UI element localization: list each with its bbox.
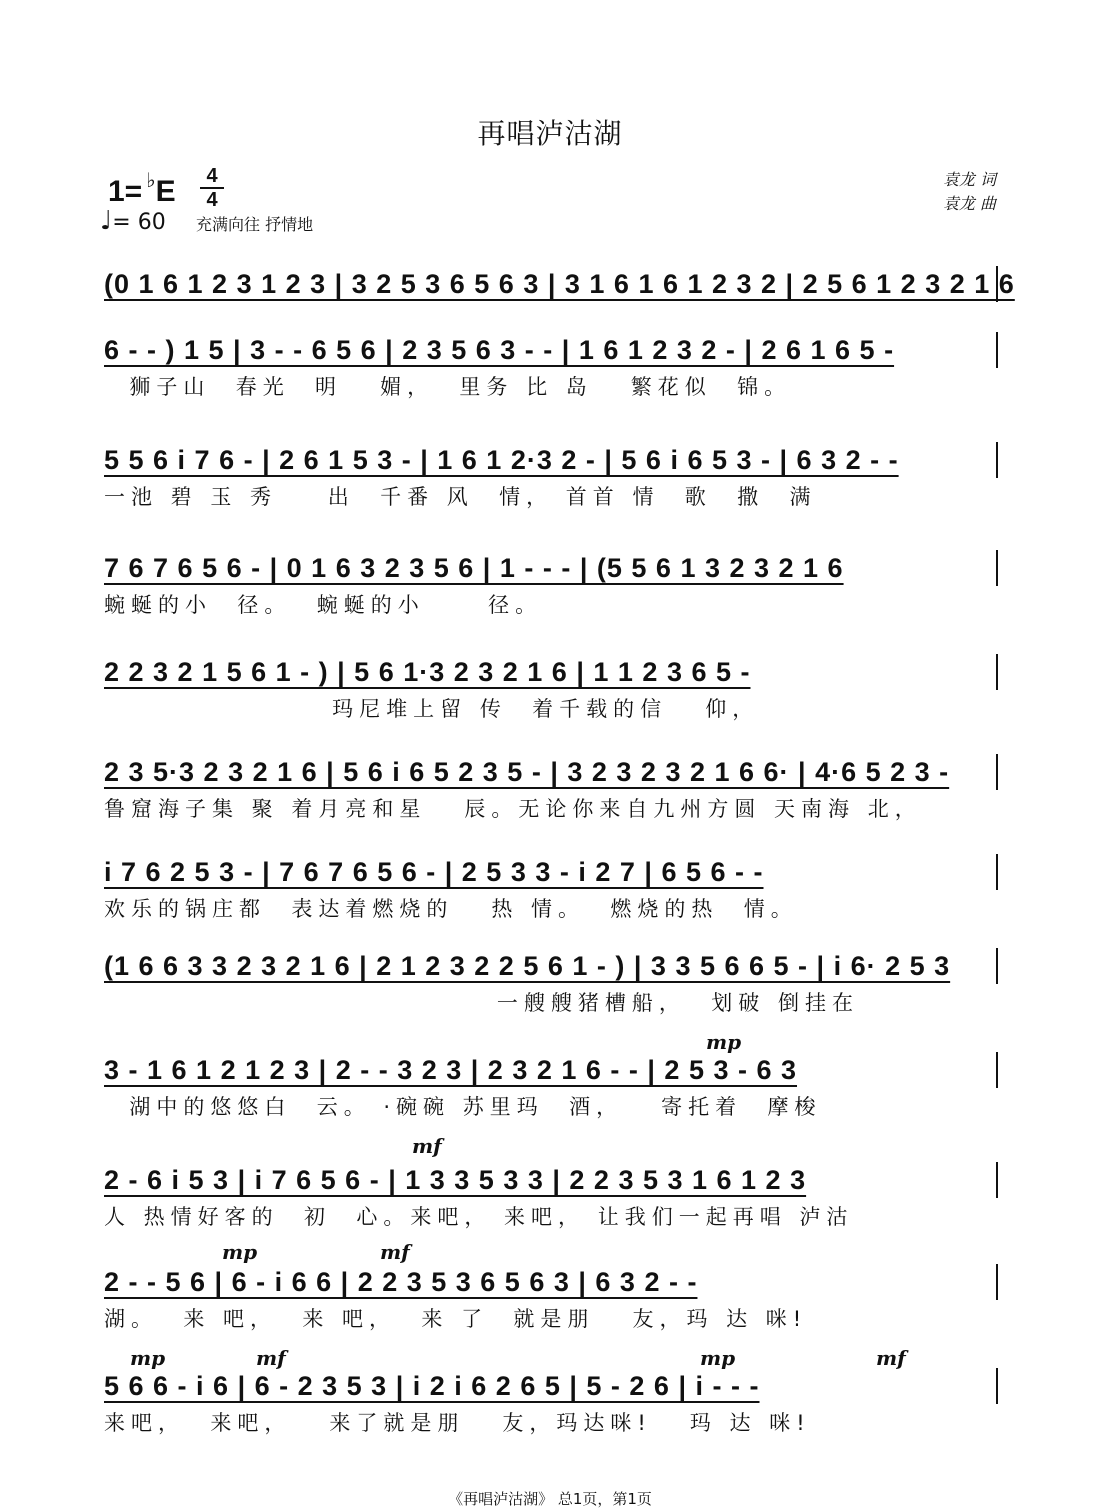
music-system-10 bbox=[104, 1160, 996, 1234]
lyrics-line: 一艘艘猪槽船， 划破 倒挂在 bbox=[104, 991, 859, 1015]
song-title: 再唱泸沽湖 bbox=[477, 117, 623, 150]
time-signature bbox=[200, 166, 224, 210]
music-system-6 bbox=[104, 752, 996, 826]
music-system-5 bbox=[104, 652, 996, 726]
composer-credit: 袁龙 曲 bbox=[942, 194, 996, 213]
music-system-8 bbox=[104, 946, 996, 1020]
music-system-11 bbox=[104, 1262, 996, 1336]
music-system-1 bbox=[104, 264, 1015, 338]
meter-top: 4 bbox=[206, 165, 218, 187]
lyrics-line: 人 热情好客的 初 心。来吧， 来吧， 让我们一起再唱 泸沽 bbox=[104, 1205, 854, 1229]
lyrics-line: 狮子山 春光 明 媚， 里务 比 岛 繁花似 锦。 bbox=[104, 375, 792, 399]
music-system-9 bbox=[104, 1050, 996, 1124]
page-footer: 《再唱泸沽湖》 总1页，第1页 bbox=[448, 1490, 652, 1508]
dynamic-marking: mp bbox=[700, 1346, 736, 1370]
notation-line: 2 3 5·3 2 3 2 1 6 | 5 6 i 6 5 2 3 5 - | 3 2 3 2 3 2 1 6 6· | 4·6 5 2 3 - bbox=[104, 752, 996, 792]
notation-line: (0 1 6 1 2 3 1 2 3 | 3 2 5 3 6 5 6 3 | 3 1 6 1 6 1 2 3 2 | 2 5 6 1 2 3 2 1 6 bbox=[104, 264, 996, 304]
music-system-2 bbox=[104, 330, 996, 404]
dynamic-marking: mf bbox=[256, 1346, 286, 1370]
lyrics-line: 蜿蜒的小 径。 蜿蜒的小 径。 bbox=[104, 593, 543, 617]
dynamic-marking: mp bbox=[222, 1240, 258, 1264]
notation-line: 6 - - ) 1 5 | 3 - - 6 5 6 | 2 3 5 6 3 - - | 1 6 1 2 3 2 - | 2 6 1 6 5 - bbox=[104, 330, 996, 370]
lyrics-line: 湖。 来 吧， 来 吧， 来 了 就是朋 友，玛 达 咪! bbox=[104, 1307, 808, 1331]
lyrics-line: 来吧， 来吧， 来了就是朋 友，玛达咪! 玛 达 咪! bbox=[104, 1411, 811, 1435]
dynamic-marking: mp bbox=[130, 1346, 166, 1370]
credits bbox=[943, 168, 996, 216]
meter-bottom: 4 bbox=[206, 189, 218, 211]
notation-line: i 7 6 2 5 3 - | 7 6 7 6 5 6 - | 2 5 3 3 - i 2 7 | 6 5 6 - - bbox=[104, 852, 996, 892]
notation-line: (1 6 6 3 3 2 3 2 1 6 | 2 1 2 3 2 2 5 6 1 - ) | 3 3 5 6 6 5 - | i 6· 2 5 3 bbox=[104, 946, 996, 986]
music-system-3 bbox=[104, 440, 996, 514]
expression-marking: 充满向往 抒情地 bbox=[196, 215, 314, 234]
notation-line: 5 5 6 i 7 6 - | 2 6 1 5 3 - | 1 6 1 2·3 2 - | 5 6 i 6 5 3 - | 6 3 2 - - bbox=[104, 440, 996, 480]
music-system-12 bbox=[104, 1366, 996, 1440]
quarter-note-icon: ♩ bbox=[100, 206, 113, 236]
key-note: E bbox=[155, 175, 176, 208]
notation-line: 3 - 1 6 1 2 1 2 3 | 2 - - 3 2 3 | 2 3 2 1 6 - - | 2 5 3 - 6 3 bbox=[104, 1050, 996, 1090]
notation-line: 2 2 3 2 1 5 6 1 - ) | 5 6 1·3 2 3 2 1 6 | 1 1 2 3 6 5 - bbox=[104, 652, 996, 692]
dynamic-marking: mf bbox=[412, 1134, 442, 1158]
lyrics-line: 欢乐的锅庄都 表达着燃烧的 热 情。 燃烧的热 情。 bbox=[104, 897, 798, 921]
lyrics-line: 鲁窟海子集 聚 着月亮和星 辰。无论你来自九州方圆 天南海 北， bbox=[104, 797, 922, 821]
flat-sign: ♭ bbox=[146, 170, 156, 192]
dynamic-marking: mf bbox=[380, 1240, 410, 1264]
notation-line: 5 6 6 - i 6 | 6 - 2 3 5 3 | i 2 i 6 2 6 5 | 5 - 2 6 | i - - - bbox=[104, 1366, 996, 1406]
notation-line: 2 - - 5 6 | 6 - i 6 6 | 2 2 3 5 3 6 5 6 3 | 6 3 2 - - bbox=[104, 1262, 996, 1302]
music-system-7 bbox=[104, 852, 996, 926]
music-system-4 bbox=[104, 548, 996, 622]
dynamic-marking: mp bbox=[706, 1030, 742, 1054]
lyricist-credit: 袁龙 词 bbox=[942, 170, 996, 189]
lyrics-line: 湖中的悠悠白 云。 ·碗碗 苏里玛 酒， 寄托着 摩梭 bbox=[104, 1095, 822, 1119]
lyrics-line: 一池 碧 玉 秀 出 千番 风 情， 首首 情 歌 撒 满 bbox=[104, 485, 817, 509]
key-prefix: 1= bbox=[108, 175, 143, 208]
notation-line: 2 - 6 i 5 3 | i 7 6 5 6 - | 1 3 3 5 3 3 | 2 2 3 5 3 1 6 1 2 3 bbox=[104, 1160, 996, 1200]
key-signature bbox=[108, 168, 176, 209]
dynamic-marking: mf bbox=[876, 1346, 906, 1370]
notation-line: 7 6 7 6 5 6 - | 0 1 6 3 2 3 5 6 | 1 - - - | (5 5 6 1 3 2 3 2 1 6 bbox=[104, 548, 996, 588]
tempo-value: = 60 bbox=[112, 210, 166, 235]
lyrics-line: 玛尼堆上留 传 着千载的信 仰， bbox=[104, 697, 760, 721]
tempo-marking bbox=[100, 206, 166, 236]
